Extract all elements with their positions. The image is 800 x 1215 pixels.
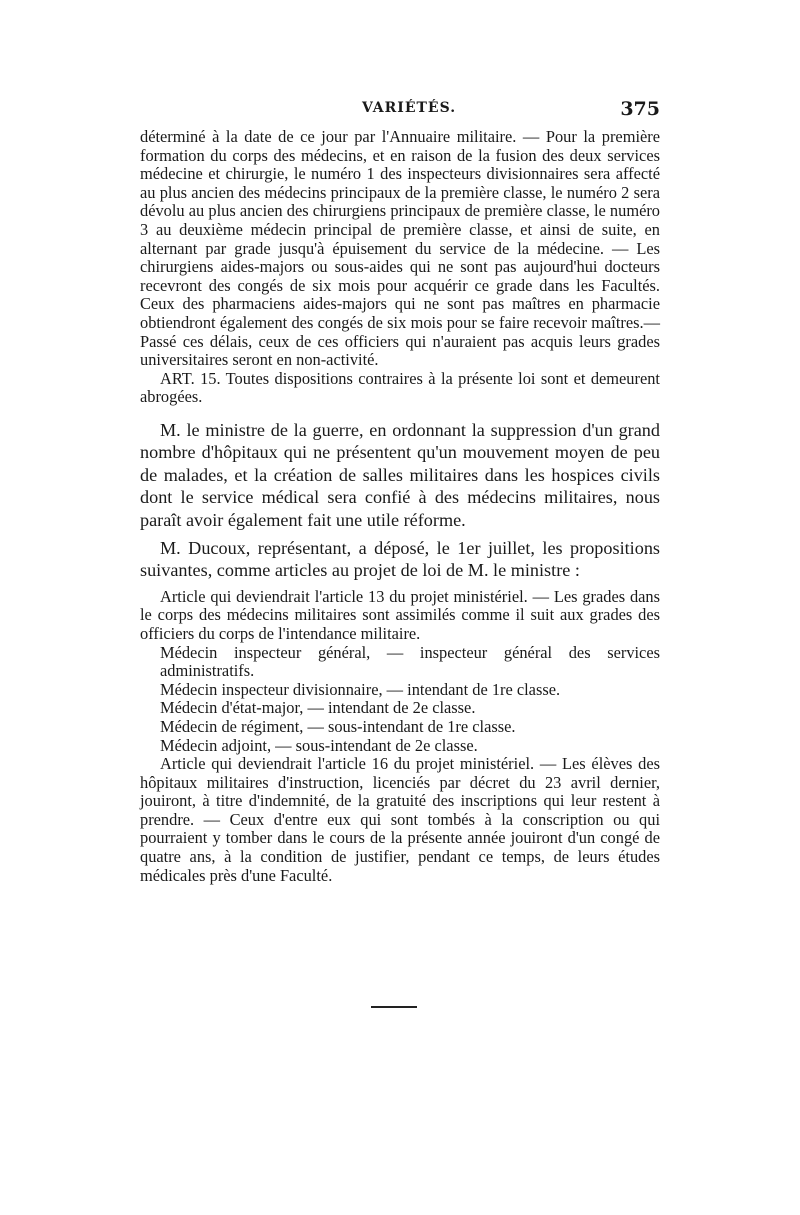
page-number: 375 (620, 98, 660, 120)
closing-rule (371, 1006, 417, 1008)
page-header (140, 100, 660, 126)
grade-line-4: Médecin de régiment, — sous-intendant de 1re classe. (160, 716, 516, 736)
grade-line-2: Médecin inspecteur divisionnaire, — intendant de 1re classe. (160, 679, 561, 699)
grade-line-3: Médecin d'état-major, — intendant de 2e classe. (160, 698, 476, 718)
body-text (140, 128, 660, 885)
grade-line-5: Médecin adjoint, — sous-intendant de 2e classe. (160, 735, 478, 755)
paragraph-ministre: M. le ministre de la guerre, en ordonnant la suppression d'un grand nombre d'hôpitaux qui ne présentent qu'un mouvement moyen de peu de malades, et la création de salles militaires dans les hospices civils dont le service médical sera confié à des médecins militaires, nous paraît avoir également fait une utile réforme. (140, 419, 660, 530)
paragraph-article-16: Article qui deviendrait l'article 16 du projet ministériel. — Les élèves des hôpitaux militaires d'instruction, licenciés par décret du 23 avril dernier, jouiront, à titre d'indemnité, de la gratuité des inscriptions qui leur restent à prendre. — Ceux d'entre eux qui sont tombés à la conscription ou qui pourraient y tomber dans le cours de la présente année jouiront d'un congé de quatre ans, à la condition de justifier, pendant ce temps, de leurs études médicales près d'une Faculté. (140, 754, 660, 885)
paragraph-annuaire: déterminé à la date de ce jour par l'Annuaire militaire. — Pour la première formation du corps des médecins, et en raison de la fusion des deux services médecine et chirurgie, le numéro 1 des inspecteurs divisionnaires sera affecté au plus ancien des médecins principaux de la première classe, le numéro 2 sera dévolu au plus ancien des chirurgiens principaux de première classe, le numéro 3 au deuxième médecin principal de première classe, et ainsi de suite, en alternant par grade jusqu'à épuisement du service de la médecine. — Les chirurgiens aides-majors ou sous-aides qui ne sont pas aujourd'hui docteurs recevront des congés de six mois pour acquérir ce grade dans les Facultés. Ceux des pharmaciens aides-majors qui ne sont pas maîtres en pharmacie obtiendront également des congés de six mois pour se faire recevoir maîtres.— Passé ces délais, ceux de ces officiers qui n'auraient pas acquis leurs grades universitaires seront en non-activité. (140, 127, 660, 370)
paragraph-article-15: ART. 15. Toutes dispositions contraires à la présente loi sont et demeurent abrogées. (140, 368, 660, 407)
grade-line-1: Médecin inspecteur général, — inspecteur général des services administratifs. (160, 642, 660, 681)
running-head: VARIÉTÉS. (362, 100, 457, 116)
paragraph-ducoux: M. Ducoux, représentant, a déposé, le 1er juillet, les propositions suivantes, comme articles au projet de loi de M. le ministre : (140, 537, 660, 581)
paragraph-article-13: Article qui deviendrait l'article 13 du projet ministériel. — Les grades dans le corps des médecins militaires sont assimilés comme il suit aux grades des officiers du corps de l'intendance militaire. (140, 586, 660, 643)
